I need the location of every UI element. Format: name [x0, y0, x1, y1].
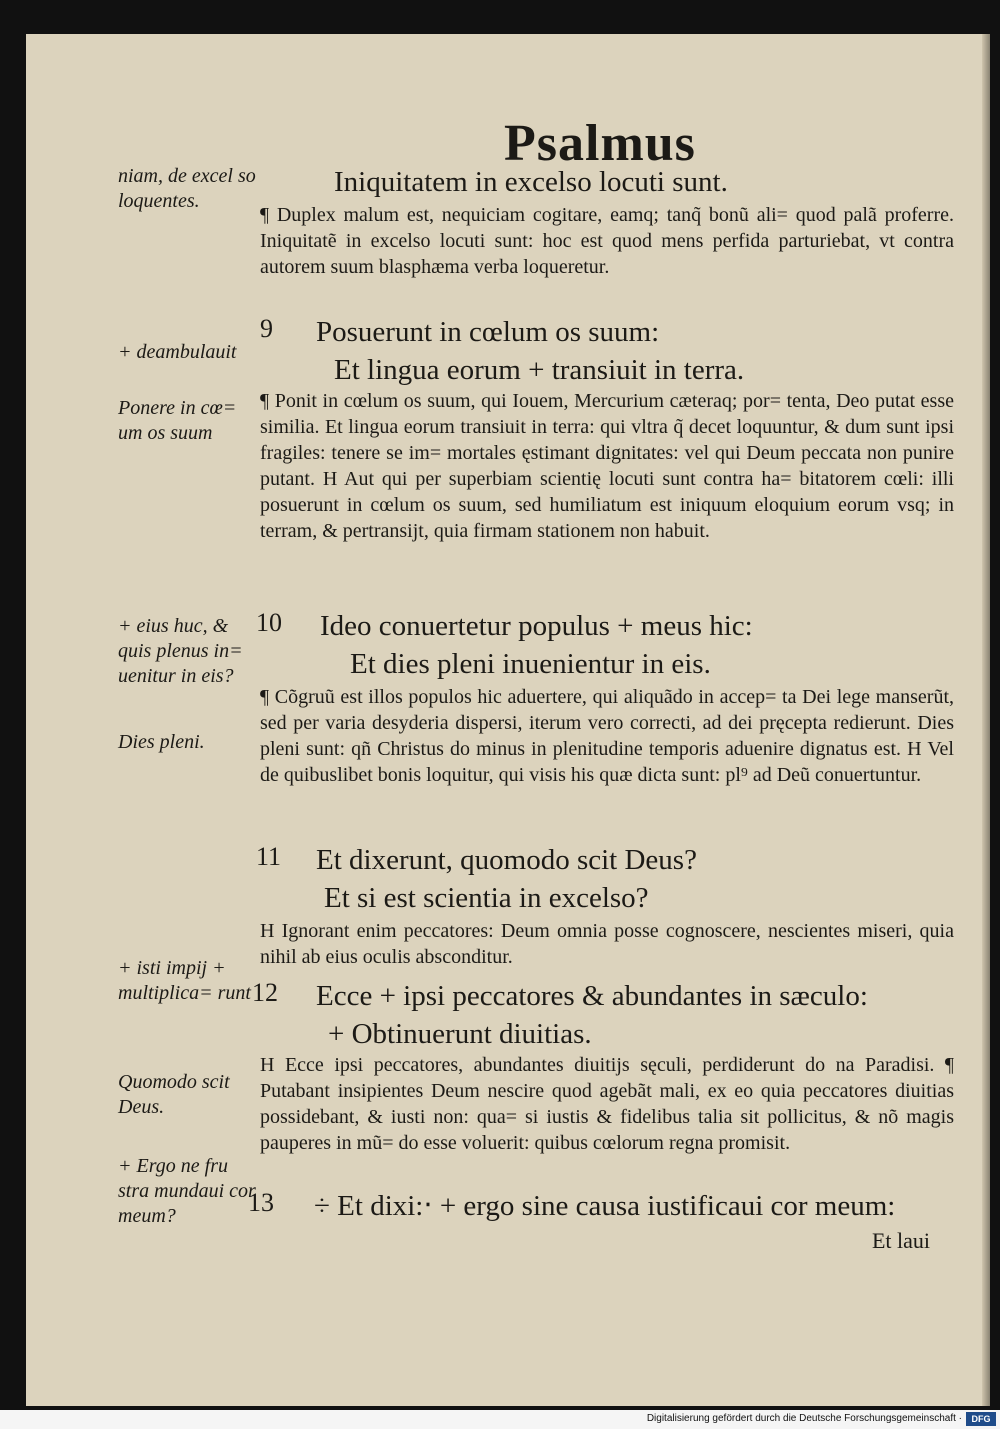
footer-credit: Digitalisierung gefördert durch die Deutsche Forschungsgemeinschaft ·	[646, 1413, 962, 1424]
verse-line: Ideo conuertetur populus + meus hic:	[320, 610, 753, 642]
verse-line: Posuerunt in cœlum os suum:	[316, 316, 660, 348]
verse-line: Ecce + ipsi peccatores & abundantes in sæculo:	[316, 980, 868, 1012]
margin-note: Dies pleni.	[118, 731, 205, 753]
commentary-block: ¶ Duplex malum est, nequiciam cogitare, eamq; tanq̃ bonũ ali= quod palã proferre. Iniquitatẽ in excelso locuti sunt: hoc est quod mens perfida parturiebat, vt contra autorem suum blasphæma verba loqueretur.	[260, 204, 954, 278]
commentary-block: H Ecce ipsi peccatores, abundantes diuitijs sęculi, perdiderunt do na Paradisi. ¶ Putabant insipientes Deum nescire quod agebãt mali, ex eo quia peccatores diuitias possidebant, & iusti non: qua= si iustis & fidelibus talia sit pollicitus, & nõ magis pauperes in mũ= do esse voluerit: quibus cœlorum regna promisit.	[260, 1054, 954, 1154]
commentary-block: ¶ Cõgruũ est illos populos hic aduertere, qui aliquãdo in accep= ta Dei lege manserũt, sed per varia desyderia dispersi, iterum vero correcti, ad dei pręcepta redierunt. Dies pleni sunt: qñ Christus do minus in plenitudine temporis aduenire dignatus est. H Vel de quibuslibet bonis loquitur, qui visis his quæ dicta sunt: pl⁹ ad Deũ conuertuntur.	[260, 686, 954, 786]
verse-line: Et dixerunt, quomodo scit Deus?	[316, 844, 697, 876]
book-page	[26, 34, 990, 1406]
margin-note: niam, de excel so loquentes.	[118, 165, 256, 212]
margin-note: + eius huc, & quis plenus in= uenitur in eis?	[118, 615, 243, 687]
verse-line: Et si est scientia in excelso?	[324, 882, 649, 914]
dfg-logo[interactable]: DFG	[966, 1412, 996, 1426]
verse-line: ÷ Et dixi:‧ + ergo sine causa iustificaui cor meum:	[314, 1190, 896, 1222]
verse-number: 13	[248, 1188, 274, 1217]
margin-note: Ponere in cœ= um os suum	[118, 397, 237, 444]
verse-number: 11	[256, 842, 282, 871]
margin-note: + Ergo ne fru stra mundaui cor meum?	[118, 1155, 256, 1227]
commentary-block: ¶ Ponit in cœlum os suum, qui Iouem, Mercurium cæteraq; por= tenta, Deo putat esse similia. Et lingua eorum transiuit in terra: qui vltra q̃ decet loquuntur, & dum sunt ipsi fragiles: tenere se im= mortales ęstimant dignitates: vel qui Deum peccata non punire putant. H Aut qui per superbiam scientię locuti sunt contra ha= bitatorem cœli: illi posuerunt in cœlum os suum, sed humiliatum est iniquum eloquium eorum vsq; in terram, & pertransijt, quia firmam stationem non habuit.	[260, 390, 954, 542]
verse-line: Iniquitatem in excelso locuti sunt.	[334, 166, 728, 198]
verse-number: 10	[256, 608, 282, 637]
verse-line: + Obtinuerunt diuitias.	[328, 1018, 592, 1050]
commentary-block: H Ignorant enim peccatores: Deum omnia posse cognoscere, nescientes miseri, quia nihil ab eius oculis absconditur.	[260, 920, 954, 968]
verse-line: Et lingua eorum + transiuit in terra.	[334, 354, 745, 386]
verse-number: 12	[252, 978, 278, 1007]
catchword: Et laui	[871, 1228, 930, 1253]
margin-note: + deambulauit	[118, 341, 237, 363]
verse-line: Et dies pleni inuenientur in eis.	[350, 648, 711, 680]
verse-number: 9	[260, 314, 273, 343]
margin-note: + isti impij + multiplica= runt	[118, 957, 251, 1004]
margin-note: Quomodo scit Deus.	[118, 1071, 230, 1118]
page-header: Psalmus	[504, 115, 696, 172]
